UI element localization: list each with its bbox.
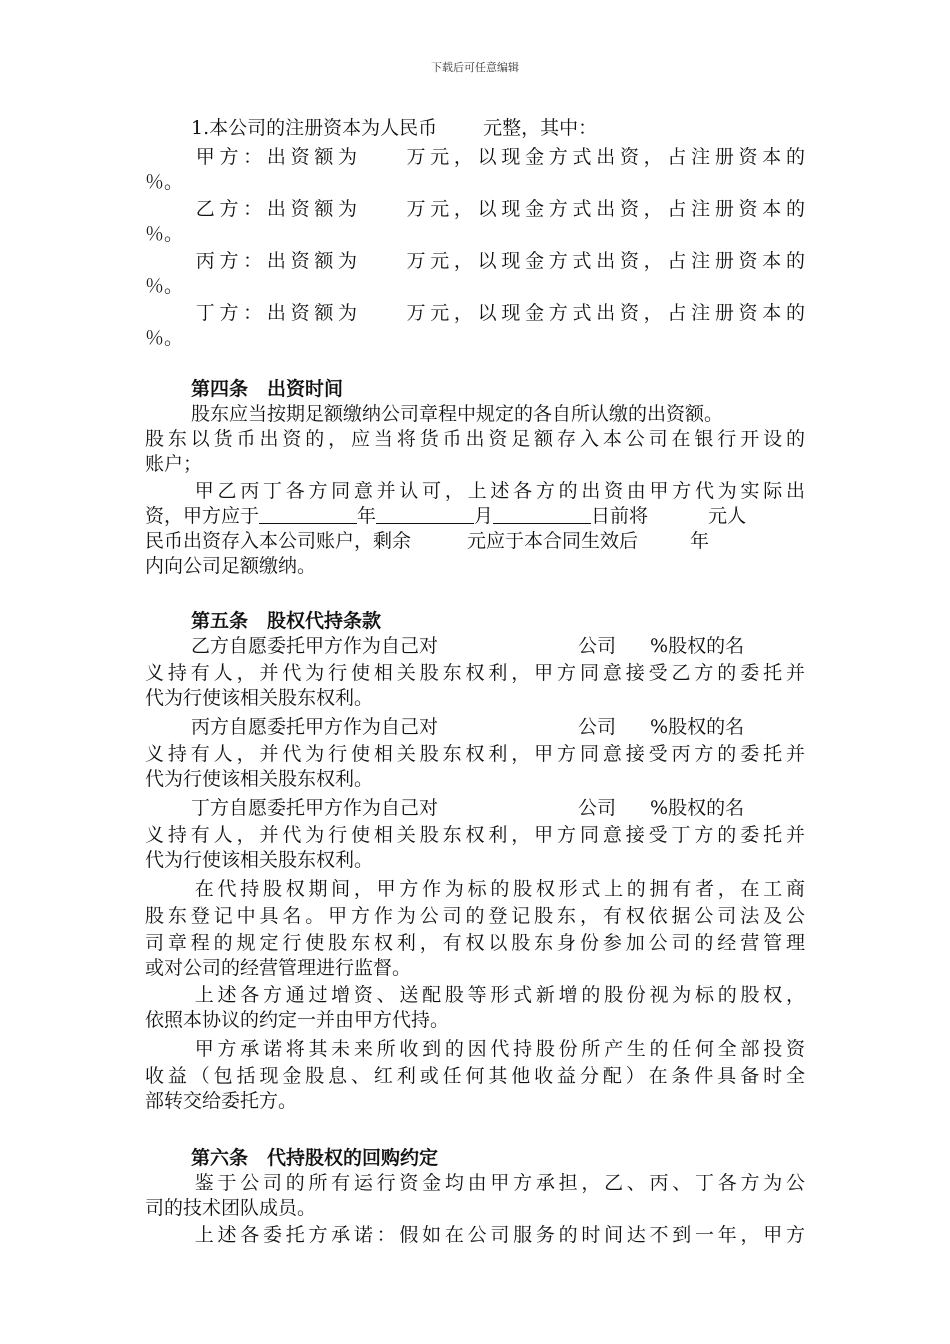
art6-p2-l1-text: 上述各委托方承诺：假如在公司服务的时间达不到一年，甲方 <box>191 1224 805 1246</box>
art4-p1-l1-text: 股东应当按期足额缴纳公司章程中规定的各自所认缴的出资额。 <box>191 403 724 425</box>
party-jia-tail: ％。 <box>145 171 184 193</box>
party-jia-line <box>145 145 805 170</box>
article-4-title <box>145 377 805 402</box>
art5-p4-l1-text: 在代持股权期间，甲方作为标的股权形式上的拥有者，在工商 <box>191 878 805 900</box>
art4-year-unit: 年 <box>690 530 710 552</box>
art4-p1-l1 <box>145 402 805 427</box>
art4-p1-l2: 股东以货币出资的，应当将货币出资足额存入本公司在银行开设的 <box>145 428 805 450</box>
party-yi-line <box>145 197 805 222</box>
art6-p2-l1 <box>145 1223 805 1248</box>
art4-p2-l1-text: 甲乙丙丁各方同意并认可，上述各方的出资由甲方代为实际出 <box>191 480 805 502</box>
day-blank[interactable] <box>493 504 591 524</box>
art5-bing-company: 公司 <box>578 716 617 738</box>
capital-intro-text: 1.本公司的注册资本为人民币 <box>191 117 438 139</box>
art5-yi-l1 <box>145 634 805 659</box>
art4-p2-l2 <box>145 504 805 529</box>
party-ding-label: 丁方：出资额为 <box>191 302 362 324</box>
art5-ding-share: %股权的名 <box>650 797 745 819</box>
art5-bing-l1 <box>145 715 805 740</box>
art6-p1-l2: 司的技术团队成员。 <box>145 1197 317 1219</box>
capital-intro-tail: 元整，其中： <box>483 117 598 139</box>
art5-yi-company: 公司 <box>578 635 617 657</box>
art5-yi-l1-text: 乙方自愿委托甲方作为自己对 <box>191 635 439 657</box>
party-yi-label: 乙方：出资额为 <box>191 198 362 220</box>
art5-p5-l2: 依照本协议的约定一并由甲方代持。 <box>145 1009 450 1031</box>
art5-yi-l3: 代为行使该相关股东权利。 <box>145 687 374 709</box>
art4-remaining-text: 民币出资存入本公司账户，剩余 <box>145 530 412 552</box>
art5-ding-l3: 代为行使该相关股东权利。 <box>145 849 374 871</box>
art5-p6-l2: 收益（包括现金股息、红利或任何其他收益分配）在条件具备时全 <box>145 1065 805 1087</box>
party-jia-label: 甲方：出资额为 <box>191 146 362 168</box>
art6-p1-l1-text: 鉴于公司的所有运行资金均由甲方承担，乙、丙、丁各方为公 <box>191 1172 805 1194</box>
art5-ding-company: 公司 <box>578 797 617 819</box>
article-4-title-text: 第四条 出资时间 <box>191 378 344 400</box>
party-ding-tail: ％。 <box>145 327 184 349</box>
page-header: 下载后可任意编辑 <box>431 61 519 74</box>
party-bing-tail: ％。 <box>145 275 184 297</box>
art5-p5-l1 <box>145 983 805 1008</box>
party-ding-text: 万元，以现金方式出资，占注册资本的 <box>401 302 805 324</box>
art5-bing-l2: 义持有人，并代为行使相关股东权利，甲方同意接受丙方的委托并 <box>145 743 805 765</box>
party-bing-line <box>145 249 805 274</box>
art4-p2-l3 <box>145 529 805 554</box>
art4-after-effective: 元应于本合同生效后 <box>467 530 639 552</box>
party-yi-text: 万元，以现金方式出资，占注册资本的 <box>401 198 805 220</box>
art5-p6-l3: 部转交给委托方。 <box>145 1090 298 1112</box>
art6-p1-l1 <box>145 1171 805 1196</box>
art5-ding-l1 <box>145 796 805 821</box>
document-body <box>145 114 805 1246</box>
party-yi-tail: ％。 <box>145 223 184 245</box>
art5-yi-l2: 义持有人，并代为行使相关股东权利，甲方同意接受乙方的委托并 <box>145 662 805 684</box>
art5-p4-l4: 或对公司的经营管理进行监督。 <box>145 957 412 979</box>
amount-unit: 元人 <box>708 505 747 527</box>
article-6-title-text: 第六条 代持股权的回购约定 <box>191 1147 439 1169</box>
art5-yi-share: %股权的名 <box>650 635 745 657</box>
art5-p5-l1-text: 上述各方通过增资、送配股等形式新增的股份视为标的股权， <box>191 984 805 1006</box>
article-5-title-text: 第五条 股权代持条款 <box>191 610 382 632</box>
art5-p4-l1 <box>145 877 805 902</box>
year-label: 年 <box>357 505 377 527</box>
party-bing-label: 丙方：出资额为 <box>191 250 362 272</box>
art5-p4-l2: 股东登记中具名。甲方作为公司的登记股东，有权依据公司法及公 <box>145 905 805 927</box>
art4-p2-l1 <box>145 479 805 504</box>
article-6-title <box>145 1146 805 1171</box>
art5-bing-share: %股权的名 <box>650 716 745 738</box>
art5-ding-l1-text: 丁方自愿委托甲方作为自己对 <box>191 797 439 819</box>
art5-bing-l1-text: 丙方自愿委托甲方作为自己对 <box>191 716 439 738</box>
party-bing-text: 万元，以现金方式出资，占注册资本的 <box>401 250 805 272</box>
art4-p1-l3: 账户； <box>145 453 203 475</box>
article-5-title <box>145 609 805 634</box>
art5-bing-l3: 代为行使该相关股东权利。 <box>145 768 374 790</box>
party-jia-text: 万元，以现金方式出资，占注册资本的 <box>401 146 805 168</box>
art5-ding-l2: 义持有人，并代为行使相关股东权利，甲方同意接受丁方的委托并 <box>145 824 805 846</box>
year-blank[interactable] <box>259 504 357 524</box>
art5-p6-l1 <box>145 1037 805 1062</box>
month-blank[interactable] <box>376 504 474 524</box>
day-label: 日前将 <box>591 505 649 527</box>
art5-p4-l3: 司章程的规定行使股东权利，有权以股东身份参加公司的经营管理 <box>145 932 805 954</box>
month-label: 月 <box>474 505 494 527</box>
art4-p2-l4: 内向公司足额缴纳。 <box>145 555 317 577</box>
capital-intro <box>145 116 805 141</box>
art5-p6-l1-text: 甲方承诺将其未来所收到的因代持股份所产生的任何全部投资 <box>191 1038 805 1060</box>
party-ding-line <box>145 301 805 326</box>
art4-date-intro: 资，甲方应于 <box>145 505 260 527</box>
